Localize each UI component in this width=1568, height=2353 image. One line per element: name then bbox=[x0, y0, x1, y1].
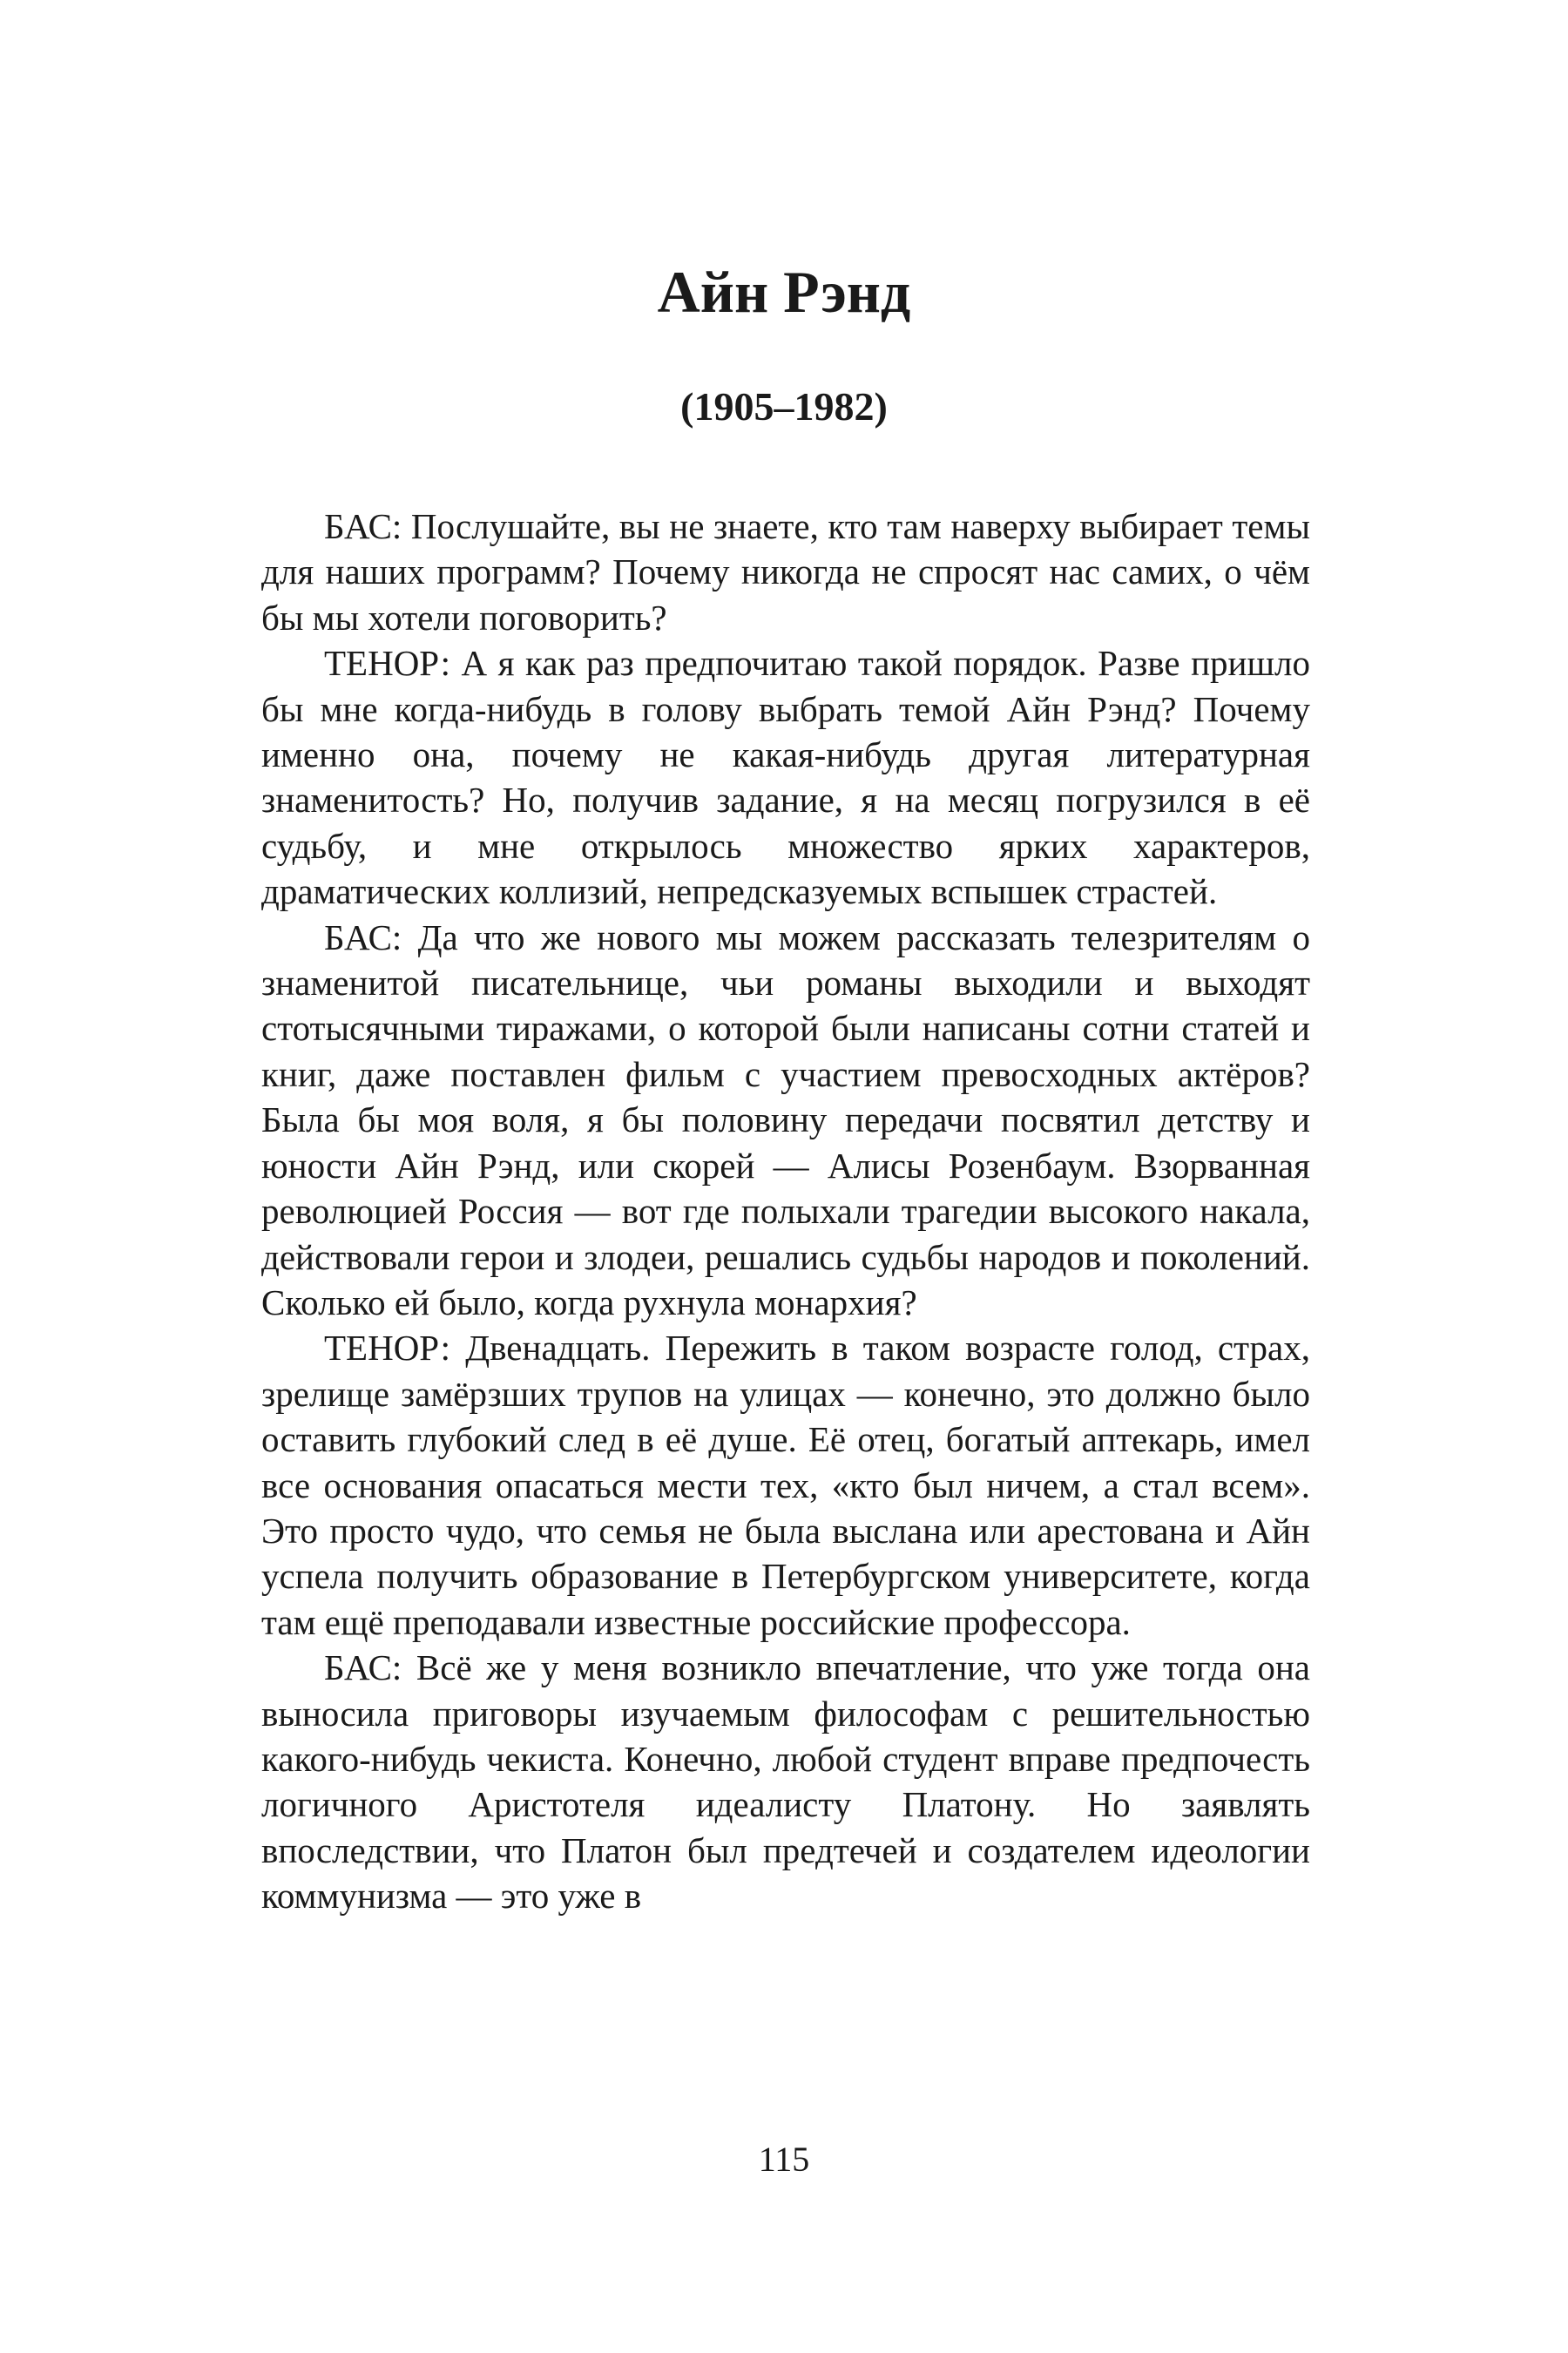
paragraph-bass-1: БАС: Послушайте, вы не знаете, кто там наверху выбирает темы для наших программ? Почему никогда не спросят нас самих, о чём бы мы хотели поговорить? bbox=[261, 506, 1310, 638]
paragraph-bass-3: БАС: Всё же у меня возникло впечатление, что уже тогда она выносила приговоры изучаемым философам с решительностью какого-нибудь чекиста. Конечно, любой студент вправе предпочесть логичного Аристотеля идеалисту Платону. Но заявлять впоследствии, что Платон был предтечей и создателем идеологии коммунизма — это уже в bbox=[261, 1647, 1310, 1917]
chapter-title: Айн Рэнд bbox=[657, 259, 911, 325]
chapter-dates: (1905–1982) bbox=[680, 384, 888, 429]
page-number: 115 bbox=[758, 2140, 810, 2179]
paragraph-tenor-2: ТЕНОР: Двенадцать. Пережить в таком возрасте голод, страх, зрелище замёрзших трупов на улицах — конечно, это должно было оставить глубокий след в её душе. Её отец, богатый аптекарь, имел все основания опасаться мести тех, «кто был ничем, а стал всем». Это просто чудо, что семья не была выслана или арестована и Айн успела получить образование в Петербургском университете, когда там ещё преподавали известные российские профессора. bbox=[261, 1328, 1310, 1642]
paragraph-tenor-1: ТЕНОР: А я как раз предпочитаю такой порядок. Разве пришло бы мне когда-нибудь в голову выбрать темой Айн Рэнд? Почему именно она, почему не какая-нибудь другая литературная знаменитость? Но, получив задание, я на месяц погрузился в её судьбу, и мне открылось множество ярких характеров, драматических коллизий, непредсказуемых вспышек страстей. bbox=[261, 643, 1310, 912]
dialogue-body bbox=[261, 504, 1310, 1919]
paragraph-bass-2: БАС: Да что же нового мы можем рассказать телезрителям о знаменитой писательнице, чьи романы выходили и выходят стотысячными тиражами, о которой были написаны сотни статей и книг, даже поставлен фильм с участием превосходных актёров? Была бы моя воля, я бы половину передачи посвятил детству и юности Айн Рэнд, или скорей — Алисы Розенбаум. Взорванная революцией Россия — вот где полыхали трагедии высокого накала, действовали герои и злодеи, решались судьбы народов и поколений. Сколько ей было, когда рухнула монархия? bbox=[261, 916, 1310, 1322]
